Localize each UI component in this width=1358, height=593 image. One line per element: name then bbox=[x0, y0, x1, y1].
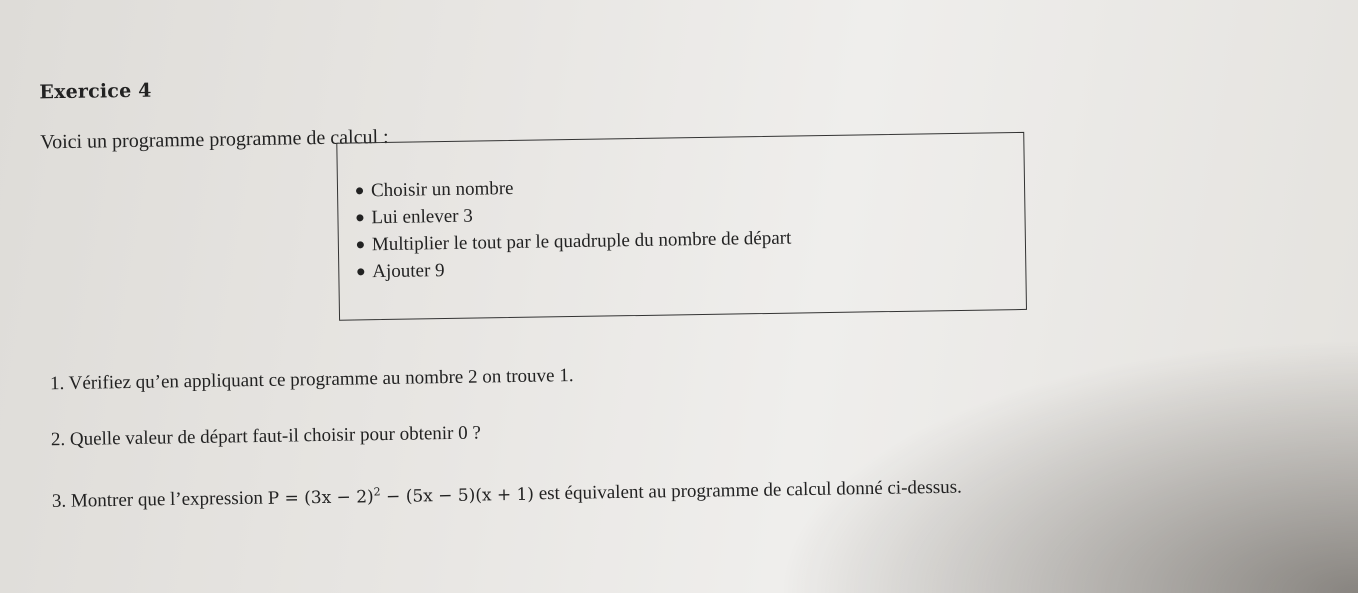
question-3 bbox=[52, 476, 962, 513]
expression-rest: − (5x − 5)(x + 1) bbox=[380, 484, 535, 507]
bullet-icon bbox=[356, 187, 363, 194]
question-3-prefix: 3. Montrer que l’expression bbox=[51, 487, 264, 512]
program-steps-list bbox=[356, 171, 792, 286]
list-item bbox=[357, 252, 792, 286]
expression-exponent: 2 bbox=[373, 485, 381, 499]
expression-main: P = (3x − 2) bbox=[267, 486, 374, 509]
step-text: Ajouter 9 bbox=[372, 260, 445, 283]
step-text: Multiplier le tout par le quadruple du nombre de départ bbox=[371, 227, 792, 256]
bullet-icon bbox=[357, 268, 364, 275]
bullet-icon bbox=[357, 241, 364, 248]
step-text: Choisir un nombre bbox=[370, 177, 514, 202]
question-3-suffix: est équivalent au programme de calcul donné ci-dessus. bbox=[538, 476, 962, 505]
step-text: Lui enlever 3 bbox=[371, 205, 473, 229]
program-box bbox=[336, 132, 1027, 321]
question-1: 1. Vérifiez qu’en appliquant ce programme au nombre 2 on trouve 1. bbox=[49, 365, 574, 395]
bullet-icon bbox=[356, 214, 363, 221]
exercise-title: Exercice 4 bbox=[39, 79, 152, 104]
expression bbox=[268, 484, 535, 508]
question-2: 2. Quelle valeur de départ faut-il choisir pour obtenir 0 ? bbox=[50, 422, 482, 451]
exercise-intro: Voici un programme programme de calcul : bbox=[40, 125, 389, 154]
